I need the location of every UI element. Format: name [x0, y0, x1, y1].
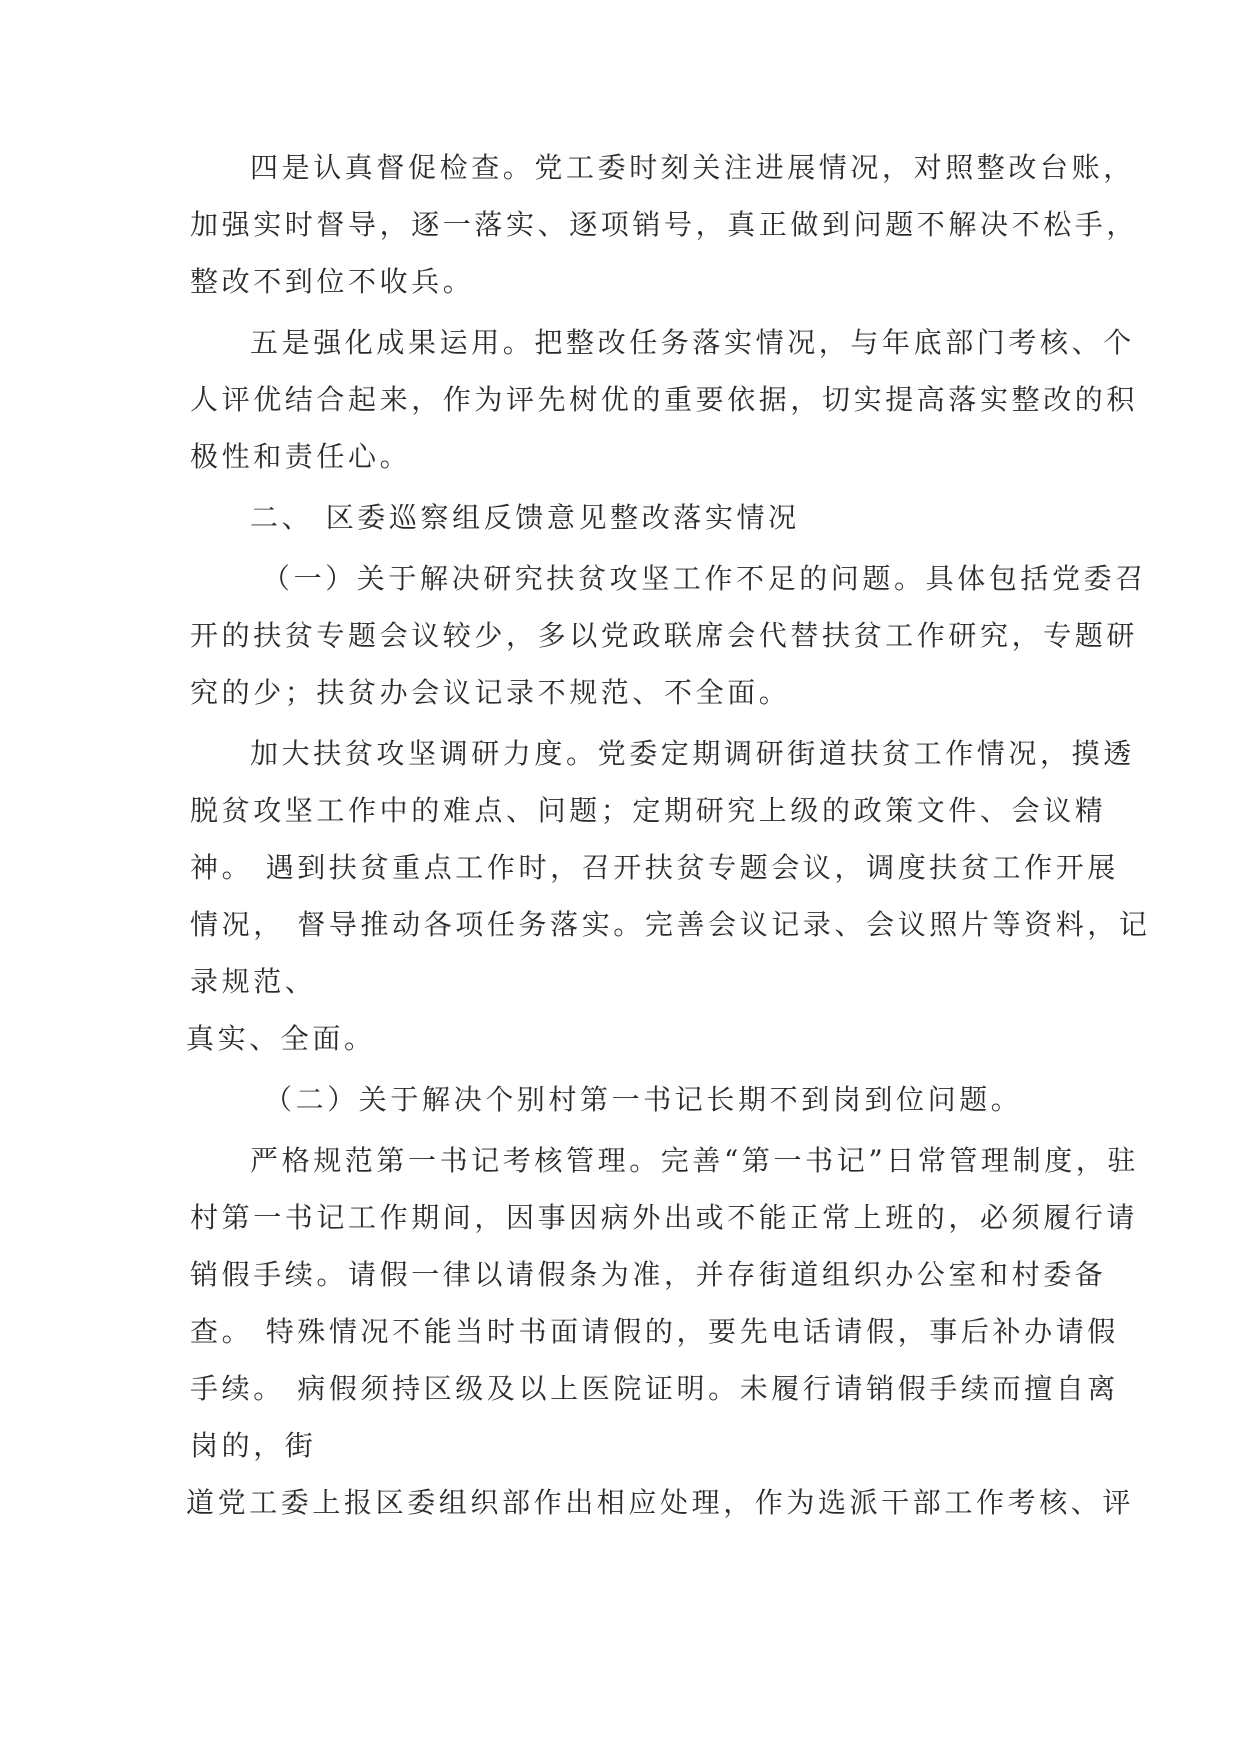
paragraph-line: 极性和责任心。 — [190, 440, 412, 473]
paragraph-line: 情况， 督导推动各项任务落实。完善会议记录、会议照片等资料，记 — [190, 908, 1151, 941]
paragraph-line: 录规范、 — [190, 965, 317, 998]
paragraph-line: 神。 遇到扶贫重点工作时，召开扶贫专题会议，调度扶贫工作开展 — [190, 851, 1119, 884]
paragraph-line: 查。 特殊情况不能当时书面请假的，要先电话请假，事后补办请假 — [190, 1315, 1119, 1348]
paragraph-line: 究的少；扶贫办会议记录不规范、不全面。 — [190, 676, 791, 709]
paragraph-line: 真实、全面。 — [186, 1022, 376, 1055]
paragraph-line: 加大扶贫攻坚调研力度。党委定期调研街道扶贫工作情况，摸透 — [250, 737, 1135, 770]
paragraph-line: 岗的，街 — [190, 1429, 317, 1462]
paragraph-line: 脱贫攻坚工作中的难点、问题；定期研究上级的政策文件、会议精 — [190, 794, 1107, 827]
paragraph-line: 道党工委上报区委组织部作出相应处理，作为选派干部工作考核、评 — [186, 1486, 1135, 1519]
subsection-heading-line: （一）关于解决研究扶贫攻坚工作不足的问题。具体包括党委召 — [262, 562, 1147, 595]
section-heading: 二、 区委巡察组反馈意见整改落实情况 — [250, 501, 800, 534]
subsection-heading: （二）关于解决个别村第一书记长期不到岗到位问题。 — [264, 1083, 1023, 1116]
paragraph-line: 加强实时督导，逐一落实、逐项销号，真正做到问题不解决不松手， — [190, 208, 1139, 241]
paragraph-line: 五是强化成果运用。把整改任务落实情况，与年底部门考核、个 — [250, 326, 1135, 359]
paragraph-line: 村第一书记工作期间，因事因病外出或不能正常上班的，必须履行请 — [190, 1201, 1139, 1234]
paragraph-line: 四是认真督促检查。党工委时刻关注进展情况，对照整改台账， — [250, 151, 1135, 184]
paragraph-line: 手续。 病假须持区级及以上医院证明。未履行请销假手续而擅自离 — [190, 1372, 1119, 1405]
paragraph-line: 人评优结合起来，作为评先树优的重要依据，切实提高落实整改的积 — [190, 383, 1139, 416]
paragraph-line: 整改不到位不收兵。 — [190, 265, 475, 298]
paragraph-line: 开的扶贫专题会议较少，多以党政联席会代替扶贫工作研究，专题研 — [190, 619, 1139, 652]
paragraph-line: 严格规范第一书记考核管理。完善“第一书记”日常管理制度，驻 — [250, 1144, 1140, 1177]
paragraph-line: 销假手续。请假一律以请假条为准，并存街道组织办公室和村委备 — [190, 1258, 1107, 1291]
